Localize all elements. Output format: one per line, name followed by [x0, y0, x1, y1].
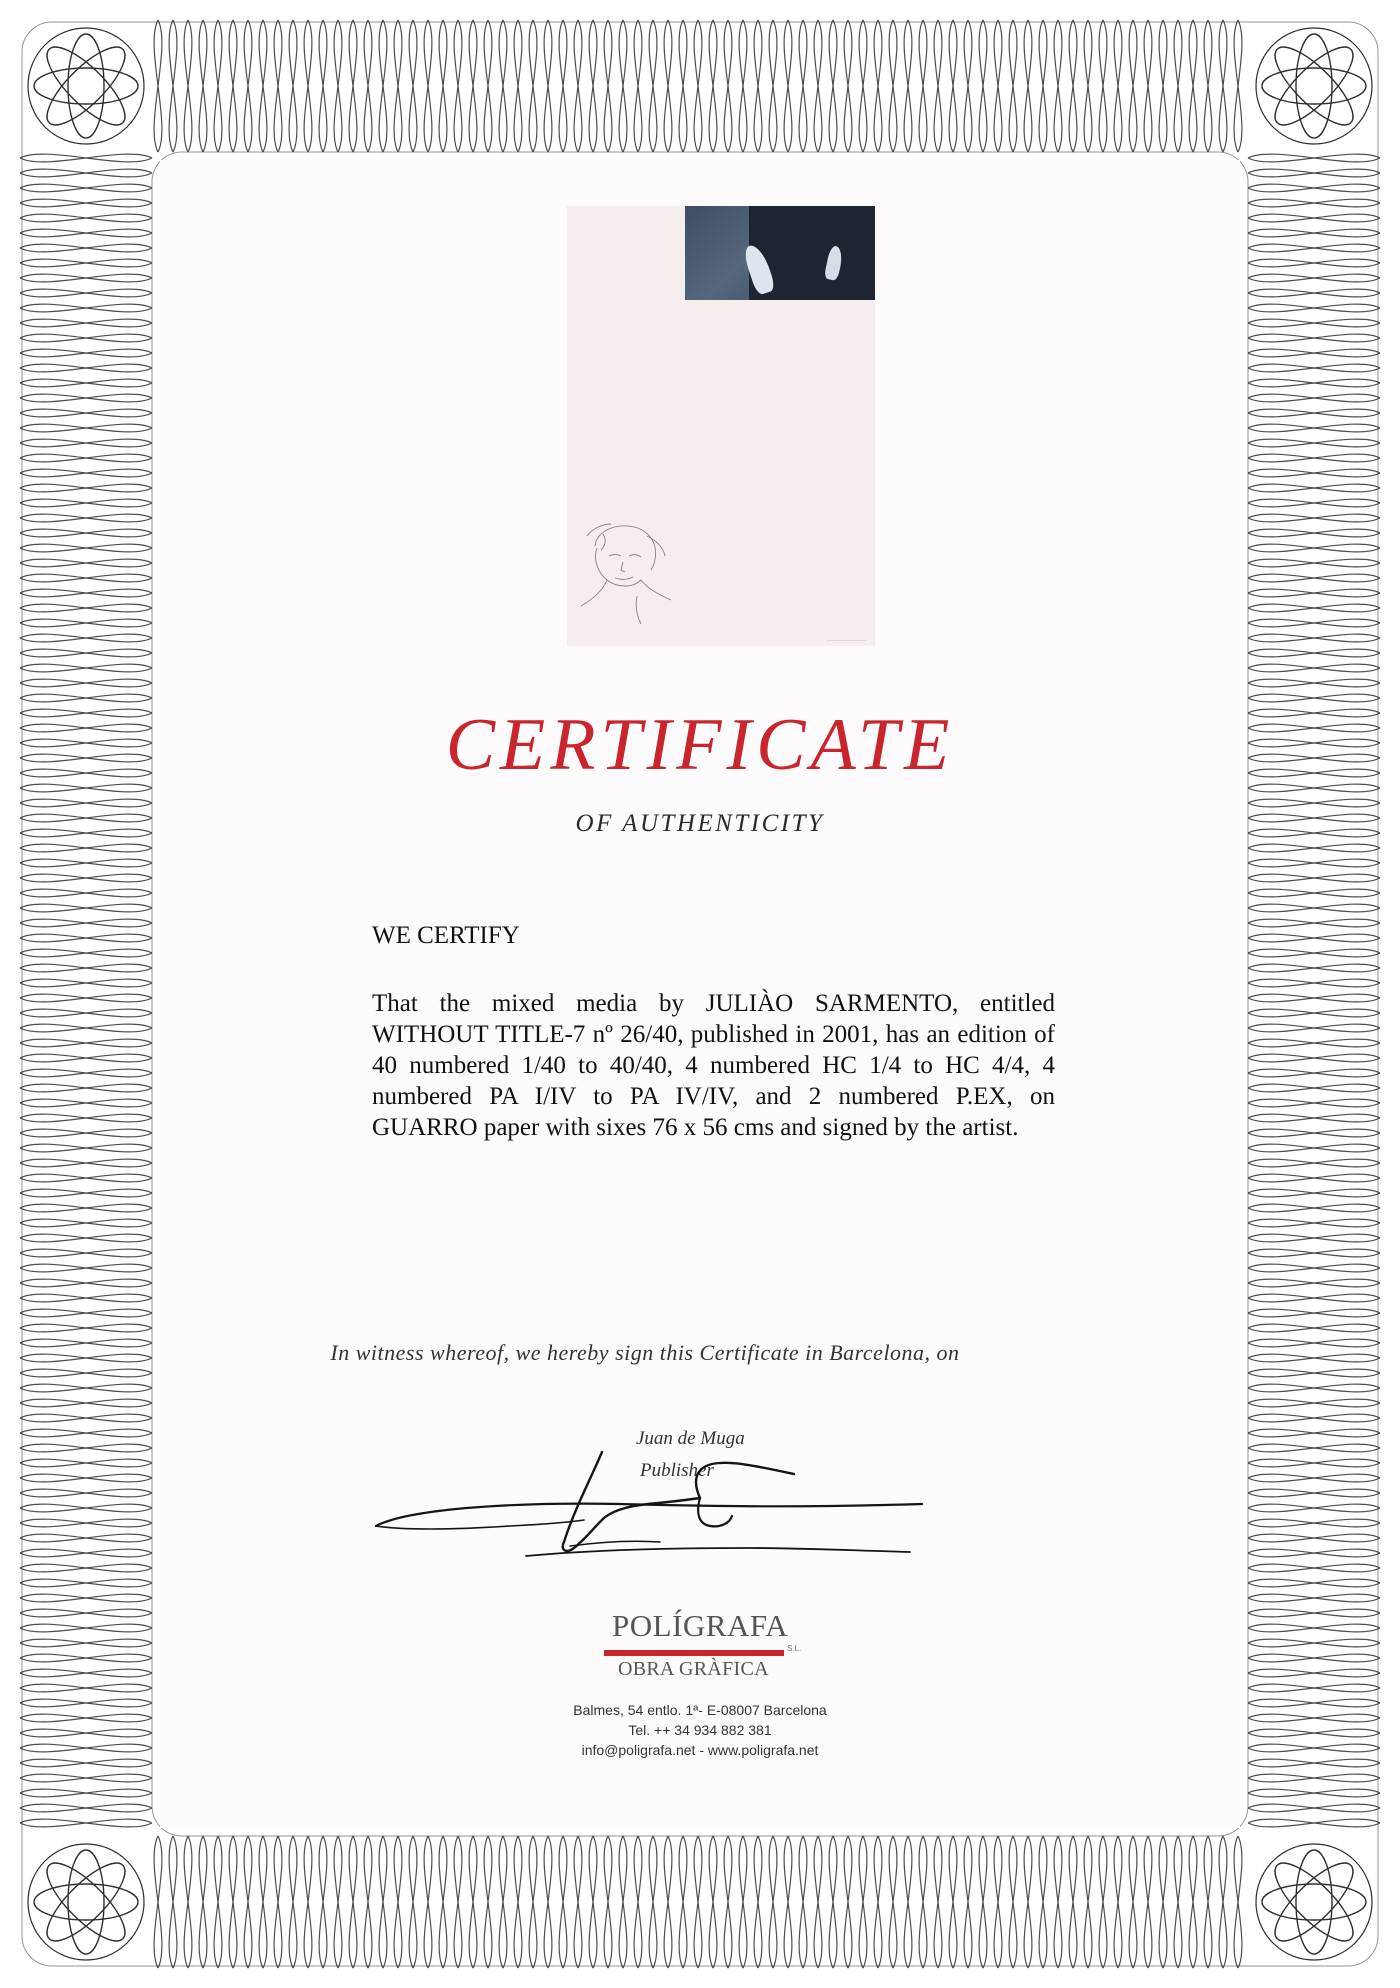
- artwork-pencil-signature: [827, 634, 867, 641]
- publisher-address: Balmes, 54 entlo. 1ª- E-08007 Barcelona: [573, 1702, 827, 1718]
- publisher-logo-bar: [604, 1650, 784, 1656]
- certify-heading: WE CERTIFY: [372, 922, 520, 949]
- artwork-sketch-image: [567, 516, 687, 626]
- artwork-reproduction: [567, 206, 875, 646]
- handwritten-signature: [370, 1450, 930, 1570]
- certificate-title: CERTIFICATE: [445, 704, 955, 786]
- publisher-logo-subname: OBRA GRÀFICA: [618, 1658, 769, 1680]
- publisher-logo-suffix: S.L.: [787, 1644, 802, 1653]
- publisher-web: info@poligrafa.net - www.poligrafa.net: [581, 1742, 819, 1758]
- publisher-logo: [604, 1608, 804, 1686]
- witness-statement: In witness whereof, we hereby sign this Certificate in Barcelona, on: [330, 1340, 960, 1365]
- certificate-subtitle: OF AUTHENTICITY: [575, 810, 825, 837]
- certificate-body-text: That the mixed media by JULIÀO SARMENTO, entitled WITHOUT TITLE-7 nº 26/40, published in 2001, has an edition of 40 numbered 1/40 to 40/40, 4 numbered HC 1/4 to HC 4/4, 4 numbered PA I/IV to PA IV/IV, and 2 numbered P.EX, on GUARRO paper with sixes 76 x 56 cms and signed by the artist.: [372, 990, 1055, 1141]
- signatory-name: Juan de Muga: [636, 1428, 745, 1449]
- corner-ornament: [28, 1844, 144, 1960]
- corner-ornament: [1256, 1844, 1372, 1960]
- publisher-logo-name: POLÍGRAFA: [612, 1608, 789, 1643]
- signatory-role: Publisher: [640, 1460, 714, 1481]
- artwork-photo-image: [685, 206, 875, 300]
- publisher-phone: Tel. ++ 34 934 882 381: [628, 1722, 772, 1738]
- corner-ornament: [1256, 28, 1372, 144]
- publisher-contact: [0, 1700, 1400, 1760]
- corner-ornament: [28, 28, 144, 144]
